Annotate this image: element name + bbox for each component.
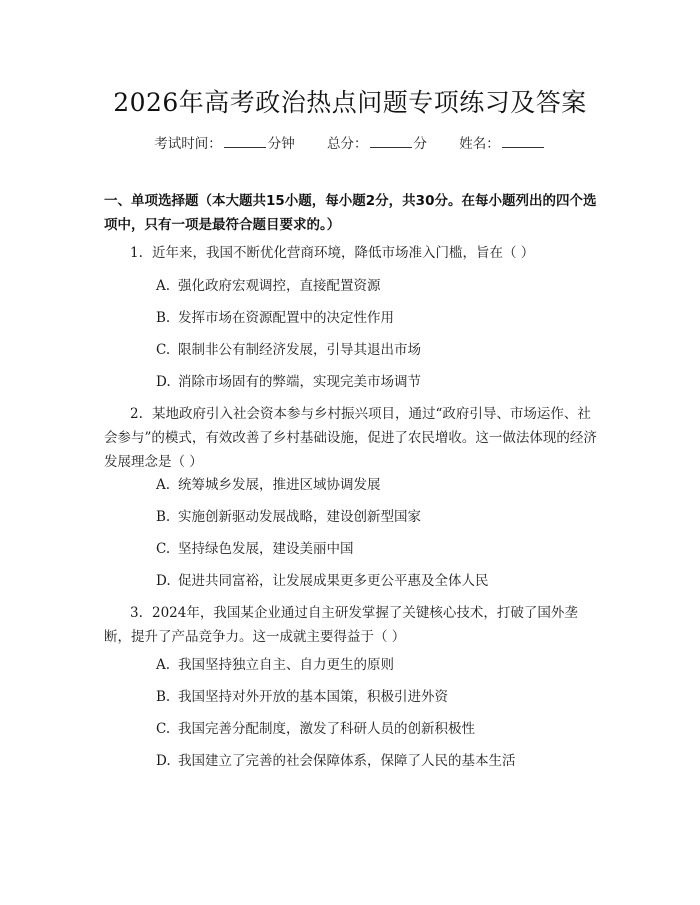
question-3-stem: [104, 601, 604, 649]
option-text: 限制非公有制经济发展，引导其退出市场: [178, 342, 421, 358]
option-letter: B.: [156, 509, 171, 525]
option-letter: D.: [156, 374, 171, 390]
exam-time-unit: 分钟: [267, 136, 295, 152]
option-letter: A.: [156, 278, 171, 294]
exam-time-label: 考试时间：: [154, 136, 222, 152]
option-text: 强化政府宏观调控，直接配置资源: [178, 278, 381, 294]
question-text: 某地政府引入社会资本参与乡村振兴项目，通过“政府引导、市场运作、社会参与”的模式，有效改善了乡村基础设施，促进了农民增收。这一做法体现的经济发展理念是（ ）: [104, 406, 597, 470]
question-2-option-c: [156, 539, 354, 559]
question-2-stem: [104, 402, 604, 474]
question-3-option-b: [156, 687, 448, 707]
total-score-blank: [370, 135, 412, 148]
question-text: 近年来，我国不断优化营商环境，降低市场准入门槛，旨在（ ）: [152, 245, 535, 261]
option-letter: D.: [156, 573, 171, 589]
question-number: 3.: [130, 605, 143, 621]
question-2-option-d: [156, 571, 489, 591]
option-letter: C.: [156, 342, 171, 358]
question-2-option-b: [156, 507, 421, 527]
option-text: 我国坚持独立自主、自力更生的原则: [178, 657, 394, 673]
question-1-option-c: [156, 340, 421, 360]
option-letter: D.: [156, 753, 171, 769]
option-letter: A.: [156, 657, 171, 673]
question-1-stem: [104, 241, 604, 265]
total-score-label: 总分：: [327, 136, 368, 152]
student-name-field: [459, 132, 546, 152]
option-letter: A.: [156, 477, 171, 493]
question-number: 1.: [130, 245, 143, 261]
exam-title: 2026年高考政治热点问题专项练习及答案: [113, 88, 587, 117]
student-name-blank: [502, 135, 544, 148]
option-text: 发挥市场在资源配置中的决定性作用: [178, 310, 394, 326]
option-letter: C.: [156, 721, 171, 737]
option-letter: B.: [156, 310, 171, 326]
exam-time-field: [154, 132, 295, 152]
question-1-option-b: [156, 308, 394, 328]
question-3-option-d: [156, 751, 516, 771]
option-text: 促进共同富裕，让发展成果更多更公平惠及全体人民: [178, 573, 489, 589]
option-text: 我国建立了完善的社会保障体系，保障了人民的基本生活: [178, 753, 516, 769]
student-name-label: 姓名：: [459, 136, 500, 152]
option-text: 统筹城乡发展，推进区域协调发展: [178, 477, 381, 493]
option-text: 坚持绿色发展，建设美丽中国: [178, 541, 354, 557]
question-text: 2024年，我国某企业通过自主研发掌握了关键核心技术，打破了国外垄断，提升了产品竞争力。这一成就主要得益于（ ）: [104, 605, 578, 645]
total-score-field: [327, 132, 427, 152]
question-2-option-a: [156, 475, 381, 495]
option-text: 消除市场固有的弊端，实现完美市场调节: [178, 374, 421, 390]
question-3-option-a: [156, 655, 394, 675]
option-letter: B.: [156, 689, 171, 705]
option-text: 实施创新驱动发展战略，建设创新型国家: [178, 509, 421, 525]
question-number: 2.: [130, 406, 143, 422]
question-1-option-a: [156, 276, 381, 296]
total-score-unit: 分: [413, 136, 427, 152]
exam-time-blank: [224, 135, 266, 148]
option-letter: C.: [156, 541, 171, 557]
option-text: 我国完善分配制度，激发了科研人员的创新积极性: [178, 721, 475, 737]
question-1-option-d: [156, 372, 421, 392]
exam-info-line: [0, 132, 700, 152]
section-heading: 一、单项选择题（本大题共15小题，每小题2分，共30分。在每小题列出的四个选项中，只有一项是最符合题目要求的。）: [104, 193, 597, 233]
question-3-option-c: [156, 719, 475, 739]
option-text: 我国坚持对外开放的基本国策，积极引进外资: [178, 689, 448, 705]
